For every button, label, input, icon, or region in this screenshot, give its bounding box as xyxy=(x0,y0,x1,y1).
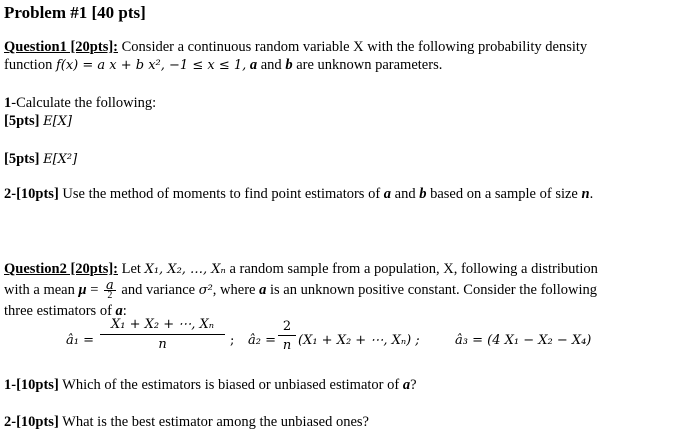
q2-three-a: a xyxy=(115,303,123,319)
q1-part2-label: 2-[10pts] xyxy=(4,186,59,202)
q1-sub1-label: [5pts] xyxy=(4,113,40,129)
q2-est1-num: X₁ + X₂ + ⋯, Xₙ xyxy=(100,317,225,335)
q1-sub1-math: E[X] xyxy=(43,114,72,129)
q1-heading: Question1 [20pts]: xyxy=(4,39,118,55)
q1-param-b: b xyxy=(285,57,293,73)
q1-intro: Consider a continuous random variable X with the following probability density xyxy=(118,39,588,55)
q2-mean-fraction xyxy=(104,278,116,302)
q2-est2-num: 2 xyxy=(278,319,296,336)
q2-part1 xyxy=(4,376,417,394)
q2-part1-label: 1-[10pts] xyxy=(4,377,59,393)
q2-part2 xyxy=(4,413,369,431)
q1-line-1 xyxy=(4,38,587,56)
q1-sub2-label: [5pts] xyxy=(4,151,40,167)
q1-part2-a: a xyxy=(383,186,392,202)
q2-mean-lead: with a mean xyxy=(4,282,79,298)
problem-title: Problem #1 [40 pts] xyxy=(4,3,146,22)
q2-est-separator: ; xyxy=(230,333,235,348)
q2-est1-fraction xyxy=(100,317,225,352)
q2-sample: X₁, X₂, …, Xₙ xyxy=(144,262,226,277)
q2-est2-fraction xyxy=(278,319,296,353)
q2-eq-sign: = xyxy=(86,282,103,298)
q1-fx-lead: function xyxy=(4,57,56,73)
q2-param-a: a xyxy=(259,282,267,298)
q2-part1-text: Which of the estimators is biased or unbiased estimator of xyxy=(58,377,403,393)
q1-param-a: a xyxy=(249,57,258,73)
q2-mu: μ xyxy=(78,282,87,298)
q1-and: and xyxy=(257,57,286,73)
q1-sub1 xyxy=(4,112,72,131)
q2-line-2 xyxy=(4,278,597,302)
q2-est1-den: n xyxy=(158,337,167,352)
q2-part2-text: What is the best estimator among the unbiased ones? xyxy=(58,414,369,430)
q2-intro1: Let xyxy=(118,261,145,277)
q1-density-formula: f(x) = a x + b x², −1 ≤ x ≤ 1, xyxy=(55,58,247,73)
q2-est2-rhs: (X₁ + X₂ + ⋯, Xₙ) ; xyxy=(298,333,420,348)
q2-intro2: a random sample from a population, X, following a distribution xyxy=(225,261,598,277)
q1-sub2 xyxy=(4,150,77,169)
q1-sub2-math: E[X²] xyxy=(43,152,78,167)
q2-mu-num: a xyxy=(106,278,114,294)
q2-mean-tail1: , where xyxy=(212,282,260,298)
q2-est1-lhs: â₁ = xyxy=(66,333,94,348)
q1-part2-b: b xyxy=(419,186,427,202)
q2-three-text: three estimators of xyxy=(4,303,116,319)
q2-sigma: σ² xyxy=(198,283,213,298)
q1-part1-text: -Calculate the following: xyxy=(11,95,157,111)
q1-line-2 xyxy=(4,56,442,75)
q1-part2-text1: Use the method of moments to find point estimators of xyxy=(58,186,384,202)
q1-tail: are unknown parameters. xyxy=(292,57,443,73)
q2-est3: â₃ = (4 X₁ − X₂ − X₄) xyxy=(455,333,592,348)
q1-part2-n: n xyxy=(581,186,590,202)
q1-part1 xyxy=(4,94,156,112)
q2-part2-label: 2-[10pts] xyxy=(4,414,59,430)
q2-est2-den: n xyxy=(282,338,292,353)
q1-part1-label: 1 xyxy=(4,95,12,111)
q1-part2 xyxy=(4,185,593,203)
q1-part2-period: . xyxy=(589,186,594,202)
q2-variance-text: and variance xyxy=(117,282,199,298)
q2-heading: Question2 [20pts]: xyxy=(4,261,118,277)
q1-part2-and: and xyxy=(391,186,420,202)
q1-part2-text2: based on a sample of size xyxy=(426,186,582,202)
q2-part1-qmark: ? xyxy=(410,377,417,393)
q2-colon: : xyxy=(122,303,127,319)
q2-part1-a: a xyxy=(402,377,411,393)
q2-line-1 xyxy=(4,260,598,279)
q2-est2-lhs: â₂ = xyxy=(248,333,276,348)
q2-mean-tail2: is an unknown positive constant. Consider the following xyxy=(266,282,597,298)
q2-mu-den: 2 xyxy=(107,290,113,302)
